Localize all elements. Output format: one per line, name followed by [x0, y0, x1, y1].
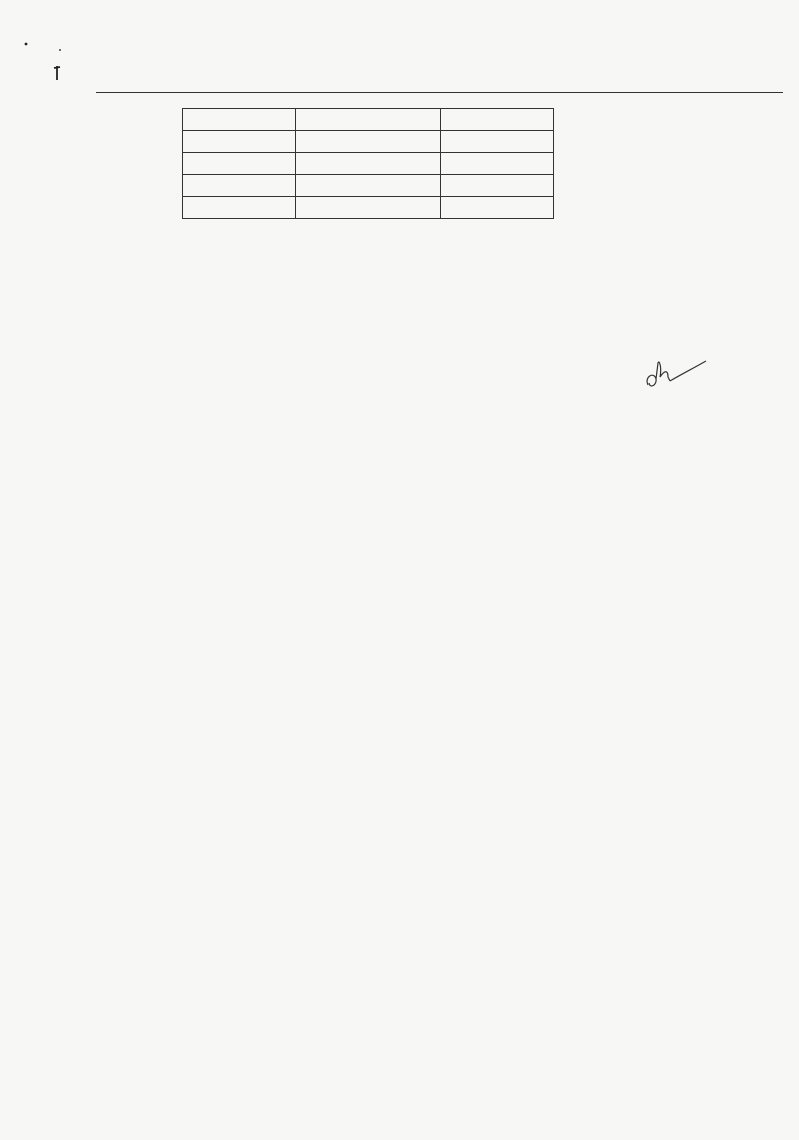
table-cell	[296, 131, 441, 153]
table-row	[183, 197, 554, 219]
table-cell	[441, 153, 554, 175]
table-cell	[441, 131, 554, 153]
table-cell	[441, 197, 554, 219]
table-header-clearance	[183, 109, 296, 131]
table-cell	[183, 153, 296, 175]
handwritten-initials	[640, 355, 710, 405]
table-cell	[296, 197, 441, 219]
table-cell	[296, 153, 441, 175]
header-rule	[96, 92, 783, 93]
table-row	[183, 175, 554, 197]
table-row	[183, 153, 554, 175]
document-body	[142, 106, 754, 222]
table-row	[183, 131, 554, 153]
table-cell	[183, 197, 296, 219]
table-cell	[183, 131, 296, 153]
table-header-creatinine	[296, 109, 441, 131]
table-cell	[183, 175, 296, 197]
table-header-dose	[441, 109, 554, 131]
renal-dose-table	[182, 108, 554, 219]
table-cell	[441, 175, 554, 197]
table-header-row	[183, 109, 554, 131]
table-cell	[296, 175, 441, 197]
